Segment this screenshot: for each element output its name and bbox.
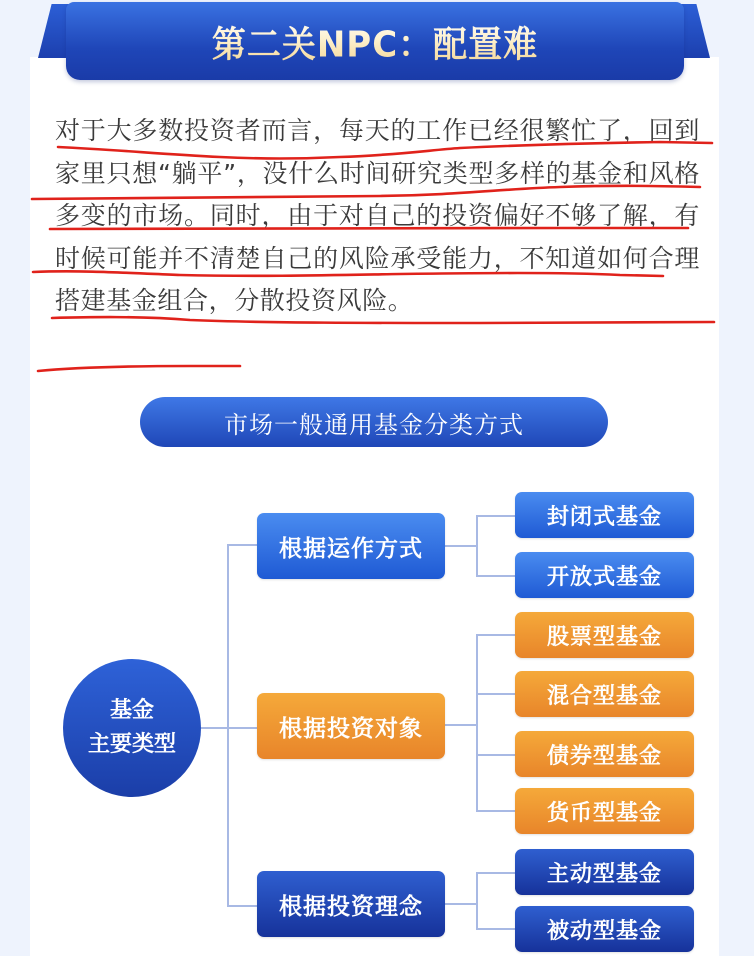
title-banner [66, 2, 684, 80]
leaf-label: 主动型基金 [546, 861, 662, 887]
connector-root-h [201, 727, 227, 729]
branch-by-operation [257, 513, 445, 579]
root-label-line1: 基金 [109, 698, 154, 723]
leaf-money-market-fund [515, 788, 694, 834]
connector-trunk-b3 [227, 905, 257, 907]
leaf-passive-fund [515, 906, 694, 952]
section-title: 市场一般通用基金分类方式 [224, 410, 524, 439]
connector-b3-h [445, 903, 476, 905]
connector-trunk-b1 [227, 544, 257, 546]
leaf-label: 封闭式基金 [546, 504, 662, 530]
branch-label: 根据投资对象 [279, 715, 423, 742]
connector-b2-v [476, 634, 478, 812]
leaf-label: 股票型基金 [546, 624, 662, 650]
connector-b2-leaf3 [476, 754, 515, 756]
connector-b3-leaf1 [476, 872, 515, 874]
root-label-line2: 主要类型 [87, 732, 176, 757]
leaf-label: 开放式基金 [546, 564, 662, 590]
root-node-fund-types [63, 659, 201, 797]
branch-by-investment-target [257, 693, 445, 759]
connector-b2-leaf4 [476, 810, 515, 812]
section-title-pill [140, 397, 608, 447]
connector-b3-v [476, 872, 478, 930]
branch-by-investment-philosophy [257, 871, 445, 937]
page-title: 第二关NPC：配置难 [212, 15, 538, 66]
intro-paragraph: 对于大多数投资者而言，每天的工作已经很繁忙了，回到家里只想“躺平”，没什么时间研究类型多样的基金和风格多变的市场。同时，由于对自己的投资偏好不够了解，有时候可能并不清楚自己的风险承受能力，不知道如何合理搭建基金组合，分散投资风险。 [55, 116, 700, 315]
leaf-open-end-fund [515, 552, 694, 598]
leaf-bond-fund [515, 731, 694, 777]
leaf-equity-fund [515, 612, 694, 658]
leaf-label: 债券型基金 [546, 743, 662, 769]
connector-b2-h [445, 724, 476, 726]
connector-b2-leaf2 [476, 693, 515, 695]
connector-trunk-v [227, 544, 229, 907]
leaf-closed-end-fund [515, 492, 694, 538]
connector-b3-leaf2 [476, 928, 515, 930]
branch-label: 根据投资理念 [279, 893, 423, 920]
leaf-label: 混合型基金 [546, 683, 662, 709]
connector-b1-leaf1 [476, 515, 515, 517]
connector-b1-h [445, 545, 476, 547]
leaf-active-fund [515, 849, 694, 895]
leaf-hybrid-fund [515, 671, 694, 717]
branch-label: 根据运作方式 [279, 535, 423, 562]
connector-trunk-b2 [227, 727, 257, 729]
connector-b1-leaf2 [476, 575, 515, 577]
leaf-label: 货币型基金 [546, 800, 662, 826]
connector-b2-leaf1 [476, 634, 515, 636]
leaf-label: 被动型基金 [546, 918, 662, 944]
connector-b1-v [476, 515, 478, 577]
